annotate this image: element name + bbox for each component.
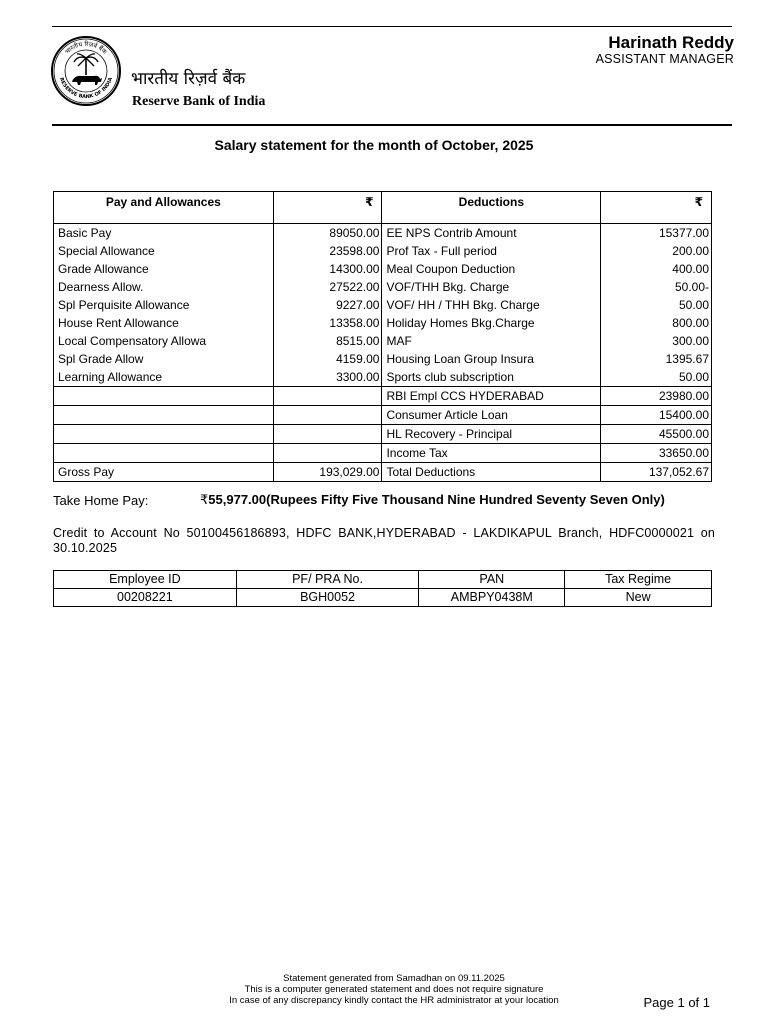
table-row [54, 260, 712, 278]
pay-item-label [54, 387, 274, 406]
deduction-item-amount: 50.00- [601, 278, 712, 296]
pay-item-amount: 14300.00 [273, 260, 382, 278]
table-row [54, 406, 712, 425]
footer-signature-line: This is a computer generated statement and does not require signature [244, 984, 544, 995]
employee-designation: ASSISTANT MANAGER [595, 52, 734, 66]
header-top-rule [52, 26, 732, 27]
table-row [54, 296, 712, 314]
deduction-item-label: VOF/THH Bkg. Charge [382, 278, 601, 296]
footer-discrepancy-line: In case of any discrepancy kindly contact the HR administrator at your location [229, 995, 559, 1006]
pay-item-amount: 13358.00 [273, 314, 382, 332]
seal-text-bottom: RESERVE BANK OF INDIA [58, 76, 114, 101]
bank-name-hindi: भारतीय रिज़र्व बैंक [131, 69, 246, 89]
pan-value: AMBPY0438M [419, 589, 565, 607]
deduction-item-amount: 33650.00 [601, 444, 712, 463]
take-home-value [200, 492, 665, 508]
deduction-item-amount: 800.00 [601, 314, 712, 332]
pay-column-header: Pay and Allowances [54, 192, 274, 224]
deduction-item-label: Housing Loan Group Insura [382, 350, 601, 368]
employee-details-table [53, 570, 712, 607]
gross-pay-label: Gross Pay [54, 463, 274, 482]
page-number: Page 1 of 1 [643, 995, 710, 1010]
header-bottom-rule [52, 124, 732, 126]
pay-item-label: Spl Grade Allow [54, 350, 274, 368]
total-deductions-amount: 137,052.67 [601, 463, 712, 482]
deduction-item-amount: 45500.00 [601, 425, 712, 444]
employee-name: Harinath Reddy [608, 33, 734, 52]
pay-item-amount: 3300.00 [273, 368, 382, 387]
gross-pay-amount: 193,029.00 [273, 463, 382, 482]
deduction-item-amount: 50.00 [601, 368, 712, 387]
table-row [54, 278, 712, 296]
deduction-item-label: VOF/ HH / THH Bkg. Charge [382, 296, 601, 314]
table-row [54, 387, 712, 406]
pay-item-amount: 4159.00 [273, 350, 382, 368]
pay-table-header-row [54, 192, 712, 224]
take-home-label: Take Home Pay: [53, 493, 149, 508]
pay-item-amount [273, 406, 382, 425]
pay-item-amount: 8515.00 [273, 332, 382, 350]
pay-item-label: Dearness Allow. [54, 278, 274, 296]
deduction-item-label: Income Tax [382, 444, 601, 463]
bank-name-english: Reserve Bank of India [132, 94, 266, 109]
pay-item-label [54, 425, 274, 444]
deduction-item-amount: 200.00 [601, 242, 712, 260]
table-row [54, 425, 712, 444]
table-row [54, 332, 712, 350]
table-row [54, 314, 712, 332]
table-row [54, 350, 712, 368]
pay-item-label [54, 406, 274, 425]
take-home-amount: 55,977.00(Rupees Fifty Five Thousand Nine Hundred Seventy Seven Only) [208, 492, 665, 507]
pay-item-amount: 9227.00 [273, 296, 382, 314]
seal-text-top: भारतीय रिज़र्व बैंक [64, 40, 109, 56]
table-row [54, 444, 712, 463]
deduction-item-label: MAF [382, 332, 601, 350]
deduction-item-amount: 400.00 [601, 260, 712, 278]
pay-item-label: Spl Perquisite Allowance [54, 296, 274, 314]
pay-item-label: Local Compensatory Allowa [54, 332, 274, 350]
credit-account-text: Credit to Account No 50100456186893, HDFC BANK,HYDERABAD - LAKDIKAPUL Branch, HDFC0000021 on 30.10.2025 [53, 526, 715, 555]
pf-pra-value: BGH0052 [236, 589, 419, 607]
deductions-currency-header: ₹ [601, 192, 712, 224]
pan-header: PAN [419, 571, 565, 589]
pay-item-label: Special Allowance [54, 242, 274, 260]
pay-item-amount: 23598.00 [273, 242, 382, 260]
pay-item-amount [273, 444, 382, 463]
deduction-item-amount: 50.00 [601, 296, 712, 314]
employee-table-value-row [54, 589, 712, 607]
deduction-item-amount: 15377.00 [601, 224, 712, 243]
pay-item-label: House Rent Allowance [54, 314, 274, 332]
footer-generated-line: Statement generated from Samadhan on 09.11.2025 [283, 973, 505, 984]
employee-id-header: Employee ID [54, 571, 237, 589]
total-deductions-label: Total Deductions [382, 463, 601, 482]
pf-pra-header: PF/ PRA No. [236, 571, 419, 589]
deduction-item-amount: 1395.67 [601, 350, 712, 368]
totals-row [54, 463, 712, 482]
deduction-item-label: Sports club subscription [382, 368, 601, 387]
tax-regime-header: Tax Regime [565, 571, 712, 589]
deduction-item-amount: 23980.00 [601, 387, 712, 406]
table-row [54, 368, 712, 387]
table-row [54, 242, 712, 260]
pay-currency-header: ₹ [273, 192, 382, 224]
table-row [54, 224, 712, 243]
employee-table-header-row [54, 571, 712, 589]
rbi-seal-logo [50, 35, 122, 107]
statement-title: Salary statement for the month of October, 2025 [214, 137, 534, 153]
deduction-item-label: Consumer Article Loan [382, 406, 601, 425]
pay-item-amount [273, 387, 382, 406]
deduction-item-label: Holiday Homes Bkg.Charge [382, 314, 601, 332]
deductions-column-header: Deductions [382, 192, 601, 224]
pay-item-label: Learning Allowance [54, 368, 274, 387]
pay-item-amount: 89050.00 [273, 224, 382, 243]
deduction-item-label: Meal Coupon Deduction [382, 260, 601, 278]
pay-item-label: Grade Allowance [54, 260, 274, 278]
deduction-item-label: EE NPS Contrib Amount [382, 224, 601, 243]
deduction-item-label: Prof Tax - Full period [382, 242, 601, 260]
pay-item-label [54, 444, 274, 463]
pay-item-amount: 27522.00 [273, 278, 382, 296]
pay-item-label: Basic Pay [54, 224, 274, 243]
employee-id-value: 00208221 [54, 589, 237, 607]
deduction-item-label: RBI Empl CCS HYDERABAD [382, 387, 601, 406]
pay-deductions-table [53, 191, 712, 482]
rupee-symbol: ₹ [200, 493, 209, 508]
deduction-item-amount: 300.00 [601, 332, 712, 350]
tax-regime-value: New [565, 589, 712, 607]
deduction-item-label: HL Recovery - Principal [382, 425, 601, 444]
deduction-item-amount: 15400.00 [601, 406, 712, 425]
pay-item-amount [273, 425, 382, 444]
